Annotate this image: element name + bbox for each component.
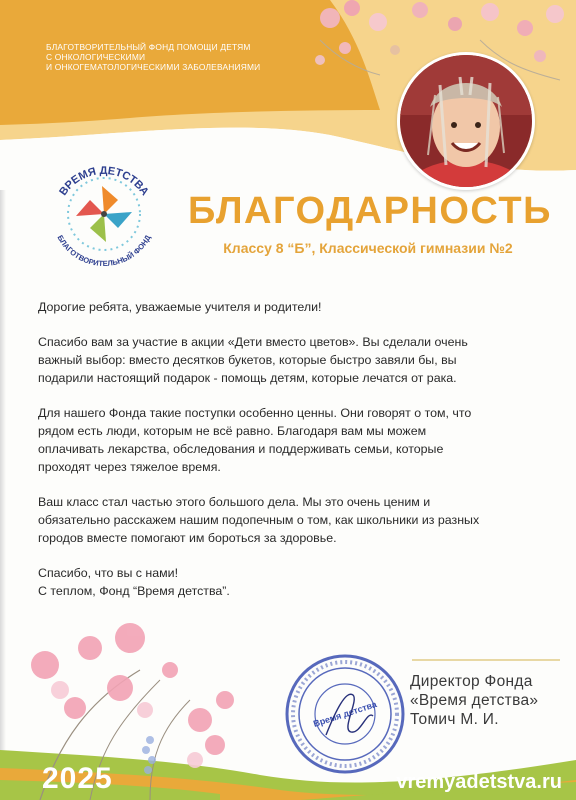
recipient-subtitle: Классу 8 “Б”, Классической гимназии №2	[223, 240, 513, 256]
text-line: оплачивать лекарства, обследования и поддерживать семьи, которые	[38, 442, 444, 456]
flower-decoration-bottom	[0, 600, 250, 800]
foundation-logo	[40, 150, 168, 270]
greeting: Дорогие ребята, уважаемые учителя и родители!	[38, 300, 322, 314]
page-title: БЛАГОДАРНОСТЬ	[188, 190, 552, 232]
signature-line: «Время детства»	[410, 692, 539, 709]
letter-body	[38, 298, 548, 600]
text-line: Для нашего Фонда такие поступки особенно ценны. Они говорят о том, что	[38, 406, 472, 420]
foundation-description	[46, 42, 346, 72]
text-line: Ваш класс стал частью этого большого дела. Мы это очень ценим и	[38, 495, 431, 509]
header-line: И ОНКОГЕМАТОЛОГИЧЕСКИМИ ЗАБОЛЕВАНИЯМИ	[46, 62, 261, 72]
divider-line	[412, 659, 560, 661]
signature-block	[410, 672, 538, 729]
header-line: С ОНКОЛОГИЧЕСКИМИ	[46, 52, 146, 62]
text-line: важный выбор: вместо десятков букетов, которые быстро завяли бы, вы	[38, 353, 457, 367]
paragraph-3	[38, 493, 548, 547]
official-stamp	[281, 650, 409, 778]
paragraph-1	[38, 333, 548, 387]
text-line: проходят через тяжелое время.	[38, 460, 221, 474]
text-line: Спасибо вам за участие в акции «Дети вместо цветов». Вы сделали очень	[38, 335, 468, 349]
website-link[interactable]: vremyadetstva.ru	[396, 771, 562, 793]
signature-line: Директор Фонда	[410, 673, 533, 690]
header-line: БЛАГОТВОРИТЕЛЬНЫЙ ФОНД ПОМОЩИ ДЕТЯМ	[46, 42, 251, 52]
signature-line: Томич М. И.	[410, 711, 499, 728]
text-line: подарили настоящий подарок - помощь детям, которые лечатся от рака.	[38, 371, 457, 385]
paragraph-2	[38, 404, 548, 476]
closing	[38, 564, 548, 600]
stamp-center-text: Время детства	[312, 699, 378, 729]
text-line: рядом есть люди, которым не всё равно. Благодаря вам мы можем	[38, 424, 427, 438]
year-label: 2025	[42, 762, 113, 795]
text-line: обязательно расскажем нашим подопечным о том, как школьники из разных	[38, 513, 480, 527]
logo-bottom-text: БЛАГОТВОРИТЕЛЬНЫЙ ФОНД	[55, 233, 153, 269]
child-photo	[397, 52, 535, 190]
logo-top-text: ВРЕМЯ ДЕТСТВА	[57, 164, 151, 198]
text-line: городов вместе помогают им бороться за здоровье.	[38, 531, 337, 545]
text-line: Спасибо, что вы с нами!	[38, 566, 179, 580]
text-line: С теплом, Фонд “Время детства”.	[38, 584, 230, 598]
